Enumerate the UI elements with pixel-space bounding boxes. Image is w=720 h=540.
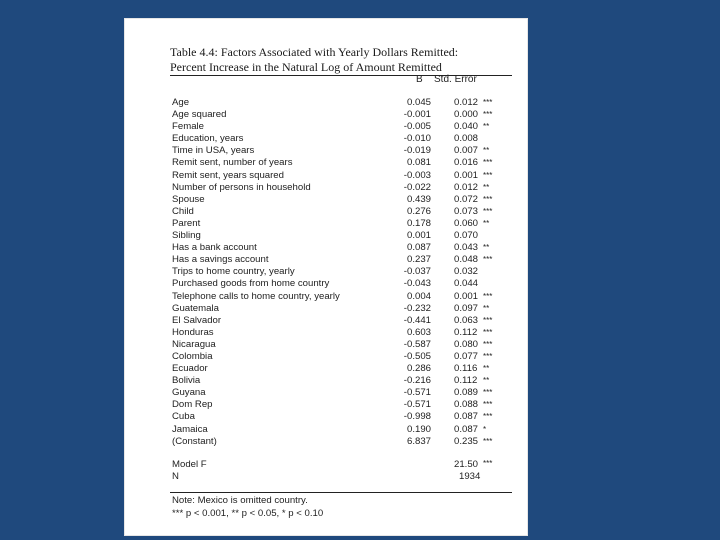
row-b-value: 6.837	[406, 435, 431, 447]
row-significance: **	[483, 376, 490, 386]
row-b-value: -0.571	[403, 387, 431, 399]
row-se-value: 0.016	[454, 157, 479, 169]
row-significance: *	[483, 424, 487, 434]
table-row	[125, 97, 529, 109]
row-label: Nicaragua	[172, 338, 216, 350]
row-se-value: 0.070	[454, 230, 479, 242]
table-row	[125, 206, 529, 218]
row-se-value: 0.072	[454, 193, 479, 205]
table-row	[125, 121, 529, 133]
row-significance: ***	[483, 351, 493, 361]
row-significance: **	[483, 243, 490, 253]
row-significance: **	[483, 218, 490, 228]
row-significance: ***	[483, 206, 493, 216]
row-label: Spouse	[172, 193, 205, 205]
table-row	[125, 399, 529, 411]
table-document	[124, 18, 528, 536]
table-row	[125, 436, 529, 448]
table-row	[125, 291, 529, 303]
table-row	[125, 327, 529, 339]
table-row	[125, 170, 529, 182]
row-se-value: 0.087	[454, 423, 479, 435]
table-row	[125, 351, 529, 363]
row-b-value: 0.286	[406, 363, 431, 375]
bottom-rule	[170, 492, 512, 493]
table-row	[125, 145, 529, 157]
row-significance: ***	[483, 388, 493, 398]
row-se-value: 0.000	[454, 109, 479, 121]
row-significance: **	[483, 182, 490, 192]
row-label: Remit sent, years squared	[172, 169, 284, 181]
table-row	[125, 242, 529, 254]
row-label: Ecuador	[172, 363, 208, 375]
row-label: Jamaica	[172, 423, 208, 435]
row-label: Dom Rep	[172, 399, 213, 411]
row-label: Bolivia	[172, 375, 201, 387]
row-se-value: 0.032	[454, 266, 479, 278]
row-se-value: 0.048	[454, 254, 479, 266]
row-significance: ***	[483, 98, 493, 107]
row-se-value: 0.001	[454, 169, 479, 181]
table-row	[125, 230, 529, 242]
row-b-value: 0.045	[406, 97, 431, 108]
row-label: El Salvador	[172, 314, 222, 326]
table-row	[125, 315, 529, 327]
row-b-value: -0.005	[403, 121, 431, 133]
table-row	[125, 133, 529, 145]
row-se-value: 0.112	[454, 326, 478, 338]
row-b-value: 0.001	[406, 230, 431, 242]
note-line2: *** p < 0.001, ** p < 0.05, * p < 0.10	[172, 508, 324, 519]
row-se-value: 0.040	[454, 121, 479, 133]
row-label: Parent	[172, 217, 201, 229]
row-se-value: 0.008	[454, 133, 479, 145]
table-row	[125, 182, 529, 194]
row-se-value: 0.088	[454, 399, 479, 411]
n-label: N	[172, 471, 179, 482]
table-row	[125, 424, 529, 436]
row-label: Honduras	[172, 326, 214, 338]
row-significance: **	[483, 122, 490, 132]
row-b-value: 0.087	[406, 242, 431, 254]
row-significance: **	[483, 146, 490, 156]
row-label: Age	[172, 97, 190, 108]
table-title-line2: Percent Increase in the Natural Log of Amount Remitted	[170, 60, 442, 74]
note-line1: Note: Mexico is omitted country.	[172, 495, 308, 506]
row-label: Education, years	[172, 133, 244, 145]
row-label: Remit sent, number of years	[172, 157, 293, 169]
row-b-value: -0.571	[403, 399, 431, 411]
row-label: Age squared	[172, 109, 227, 121]
row-se-value: 0.007	[454, 145, 479, 157]
model-f-value: 21.50	[454, 459, 479, 470]
row-b-value: 0.237	[406, 254, 431, 266]
row-se-value: 0.073	[454, 205, 479, 217]
row-b-value: -0.587	[403, 338, 431, 350]
row-b-value: 0.603	[406, 326, 431, 338]
table-row	[125, 109, 529, 121]
row-label: (Constant)	[172, 435, 217, 447]
row-significance: ***	[483, 315, 493, 325]
coefficient-rows	[125, 97, 529, 448]
row-label: Guatemala	[172, 302, 219, 314]
row-significance: ***	[483, 400, 493, 410]
row-label: Guyana	[172, 387, 206, 399]
row-significance: **	[483, 364, 490, 374]
row-significance: ***	[483, 255, 493, 265]
row-se-value: 0.001	[454, 290, 479, 302]
table-row	[125, 387, 529, 399]
row-b-value: -0.010	[403, 133, 431, 145]
row-se-value: 0.112	[454, 375, 478, 387]
row-se-value: 0.077	[454, 350, 479, 362]
row-b-value: -0.019	[403, 145, 431, 157]
row-se-value: 0.044	[454, 278, 479, 290]
row-label: Has a savings account	[172, 254, 269, 266]
table-row	[125, 411, 529, 423]
table-row	[125, 363, 529, 375]
row-se-value: 0.087	[454, 411, 479, 423]
row-label: Telephone calls to home country, yearly	[172, 290, 340, 302]
row-significance: ***	[483, 436, 493, 446]
row-label: Sibling	[172, 230, 201, 242]
row-significance: ***	[483, 170, 493, 180]
table-row	[125, 157, 529, 169]
row-b-value: 0.190	[406, 423, 431, 435]
row-label: Has a bank account	[172, 242, 257, 254]
table-row	[125, 266, 529, 278]
table-row	[125, 218, 529, 230]
row-label: Trips to home country, yearly	[172, 266, 295, 278]
row-se-value: 0.063	[454, 314, 479, 326]
row-label: Female	[172, 121, 204, 133]
row-b-value: -0.003	[403, 169, 431, 181]
row-se-value: 0.012	[454, 97, 479, 108]
row-label: Cuba	[172, 411, 195, 423]
row-significance: ***	[483, 291, 493, 301]
row-se-value: 0.080	[454, 338, 479, 350]
row-b-value: 0.178	[406, 217, 431, 229]
row-b-value: -0.216	[403, 375, 431, 387]
row-label: Number of persons in household	[172, 181, 311, 193]
table-title-line1: Table 4.4: Factors Associated with Yearly Dollars Remitted:	[170, 45, 459, 59]
table-row	[125, 278, 529, 290]
row-se-value: 0.116	[454, 363, 478, 375]
n-value: 1934	[459, 471, 481, 482]
row-significance: ***	[483, 339, 493, 349]
row-se-value: 0.012	[454, 181, 479, 193]
row-b-value: 0.004	[406, 290, 431, 302]
model-f-label: Model F	[172, 459, 207, 470]
row-label: Time in USA, years	[172, 145, 255, 157]
row-b-value: -0.505	[403, 350, 431, 362]
row-significance: ***	[483, 158, 493, 168]
row-significance: ***	[483, 327, 493, 337]
row-b-value: -0.441	[403, 314, 431, 326]
row-se-value: 0.089	[454, 387, 479, 399]
row-label: Colombia	[172, 350, 213, 362]
column-header-b: B	[416, 74, 423, 85]
row-se-value: 0.043	[454, 242, 479, 254]
row-b-value: -0.022	[403, 181, 431, 193]
table-row	[125, 254, 529, 266]
table-row	[125, 375, 529, 387]
table-row	[125, 194, 529, 206]
row-significance: **	[483, 303, 490, 313]
table-row	[125, 339, 529, 351]
row-se-value: 0.235	[454, 435, 479, 447]
row-b-value: 0.081	[406, 157, 431, 169]
row-b-value: -0.998	[403, 411, 431, 423]
row-b-value: -0.037	[403, 266, 431, 278]
column-header-std-error: Std. Error	[434, 74, 477, 85]
row-label: Child	[172, 205, 194, 217]
row-b-value: 0.276	[406, 205, 431, 217]
row-se-value: 0.060	[454, 217, 479, 229]
row-b-value: 0.439	[406, 193, 431, 205]
row-b-value: -0.001	[403, 109, 431, 121]
row-label: Purchased goods from home country	[172, 278, 330, 290]
row-b-value: -0.232	[403, 302, 431, 314]
model-f-sig: ***	[483, 459, 493, 468]
row-significance: ***	[483, 194, 493, 204]
table-row	[125, 303, 529, 315]
row-b-value: -0.043	[403, 278, 431, 290]
row-se-value: 0.097	[454, 302, 479, 314]
row-significance: ***	[483, 412, 493, 422]
row-significance: ***	[483, 110, 493, 120]
